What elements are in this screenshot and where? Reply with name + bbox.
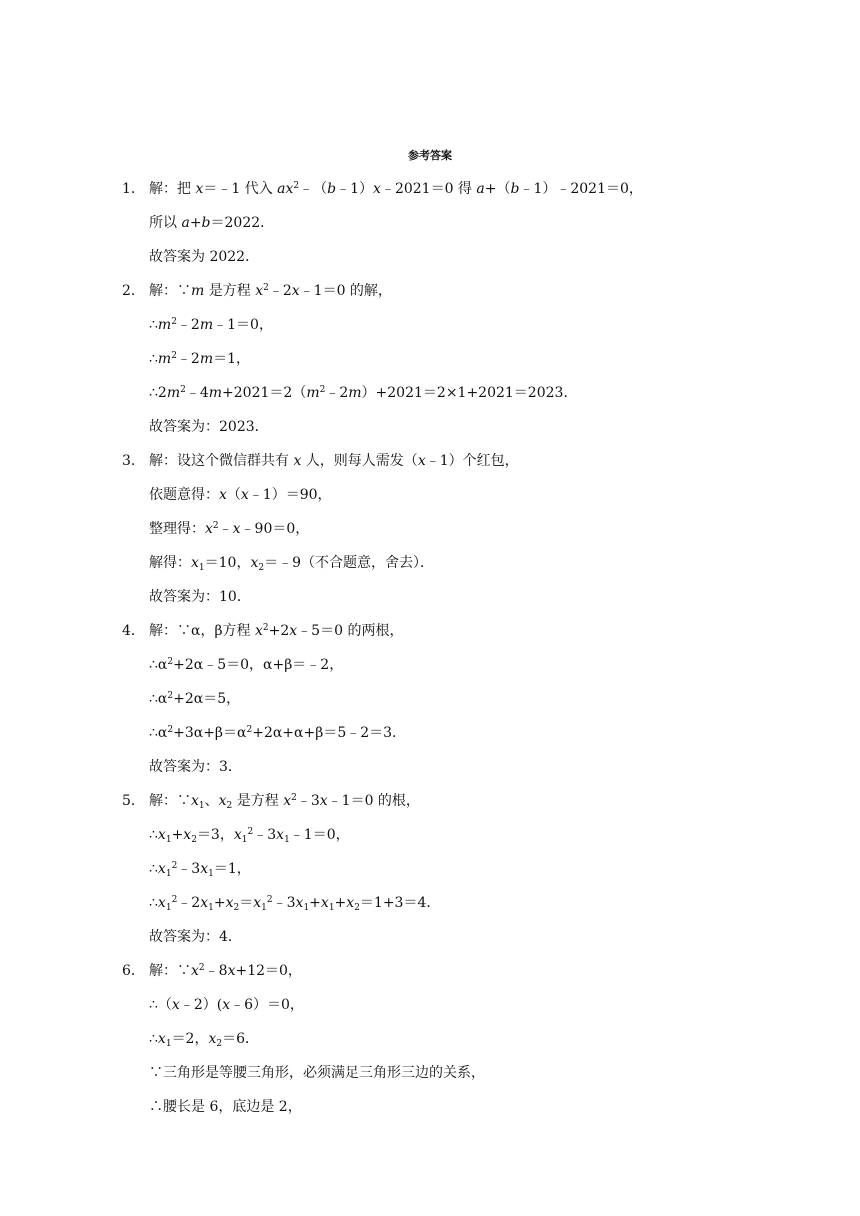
answer-text: 故答案为：3． xyxy=(149,759,242,775)
answer-text: $\therefore\alpha^2+3\alpha+\beta=\alpha^2+2\alpha+\alpha+\beta=5﹣2=3$． xyxy=(149,725,407,741)
answer-text: 解：$\because x^2﹣8x+12=0$， xyxy=(149,963,302,979)
answer-text: 依题意得：x（x﹣1）＝90， xyxy=(149,487,332,503)
page-title: 参考答案 xyxy=(408,149,452,162)
answer-number: 5． xyxy=(122,793,145,809)
answer-text: 解：把 x＝﹣1 代入 $ax^2﹣(b﹣1)x﹣2021=0$ 得 a+（b﹣1）﹣2021＝0， xyxy=(149,181,643,197)
answer-3-line xyxy=(149,588,251,606)
answer-text: $\therefore x_1+x_2=3$，$x_1^2﹣3x_1﹣1=0$， xyxy=(149,827,350,845)
answer-number: 4． xyxy=(122,623,145,639)
answer-text: ∴腰长是 6，底边是 2， xyxy=(149,1099,302,1115)
answer-number: 2． xyxy=(122,283,145,299)
answer-text: $\therefore x_1^2﹣2x_1+x_2=x_1^2﹣3x_1+x_1+x_2=1+3=4$． xyxy=(149,895,441,913)
answer-6-line xyxy=(149,1064,485,1082)
answer-2-line xyxy=(149,384,577,402)
answer-3-line xyxy=(149,520,309,538)
answer-text: $\therefore m^2﹣2m﹣1=0$， xyxy=(149,317,273,333)
answer-text: $\therefore 2m^2﹣4m+2021=2(m^2﹣2m)+2021=2\times 1+2021=2023$． xyxy=(149,385,578,401)
answer-text: $\therefore m^2﹣2m=1$， xyxy=(149,351,251,367)
answer-4-line xyxy=(149,758,242,776)
answer-2-line xyxy=(149,418,269,436)
answer-4-line xyxy=(149,656,343,674)
answer-number: 1． xyxy=(122,181,145,197)
answer-text: $\therefore\alpha^2+2\alpha﹣5=0$，α+β＝﹣2， xyxy=(149,657,344,673)
answer-1-first-line xyxy=(122,180,643,198)
answer-4-line xyxy=(149,724,406,742)
answer-2-first-line xyxy=(122,282,392,300)
answer-text: $\therefore x_1^2﹣3x_1=1$， xyxy=(149,861,251,879)
answer-text: 故答案为 2022． xyxy=(149,249,260,265)
answer-text: 故答案为：2023． xyxy=(149,419,269,435)
answer-3-first-line xyxy=(122,452,519,470)
answer-5-line xyxy=(149,860,251,878)
answer-1-line xyxy=(149,214,274,232)
answer-3-line xyxy=(149,554,434,572)
answer-text: 解得：$x_1=10$，$x_2=﹣9$（不合题意，舍去）． xyxy=(149,555,435,573)
answer-6-line xyxy=(149,1098,302,1116)
answer-text: 解：$\because x_1$、$x_2$ 是方程 $x^2﹣3x﹣1=0$ 的根， xyxy=(149,793,420,811)
answer-text: 故答案为：4． xyxy=(149,929,242,945)
answer-1-line xyxy=(149,248,259,266)
answer-3-line xyxy=(149,486,332,504)
answer-2-line xyxy=(149,350,250,368)
answer-5-line xyxy=(149,928,242,946)
answer-6-line xyxy=(149,1030,259,1048)
answer-6-first-line xyxy=(122,962,302,980)
answer-text: ∵三角形是等腰三角形，必须满足三角形三边的关系， xyxy=(149,1065,485,1081)
answer-text: 解：设这个微信群共有 x 人，则每人需发（x﹣1）个红包， xyxy=(149,453,519,469)
answer-4-first-line xyxy=(122,622,403,640)
answer-text: 所以 a+b＝2022． xyxy=(149,215,275,231)
answer-4-line xyxy=(149,690,240,708)
answer-5-first-line xyxy=(122,792,420,810)
answer-5-line xyxy=(149,826,350,844)
answer-text: 解：∵α，β方程 $x^2+2x﹣5=0$ 的两根， xyxy=(149,623,404,639)
answer-text: 解：∵m 是方程 $x^2﹣2x﹣1=0$ 的解， xyxy=(149,283,392,299)
answer-text: $\therefore\alpha^2+2\alpha=5$， xyxy=(149,691,241,707)
answer-6-line xyxy=(149,996,304,1014)
answer-text: $\therefore x_1=2$，$x_2=6$． xyxy=(149,1031,260,1049)
answer-5-line xyxy=(149,894,440,912)
answer-number: 6． xyxy=(122,963,145,979)
answer-number: 3． xyxy=(122,453,145,469)
answer-text: 故答案为：10． xyxy=(149,589,251,605)
answer-text: 整理得：$x^2﹣x﹣90=0$， xyxy=(149,521,310,537)
answer-2-line xyxy=(149,316,273,334)
answer-text: ∴（x﹣2）(x﹣6）＝0， xyxy=(149,997,304,1013)
